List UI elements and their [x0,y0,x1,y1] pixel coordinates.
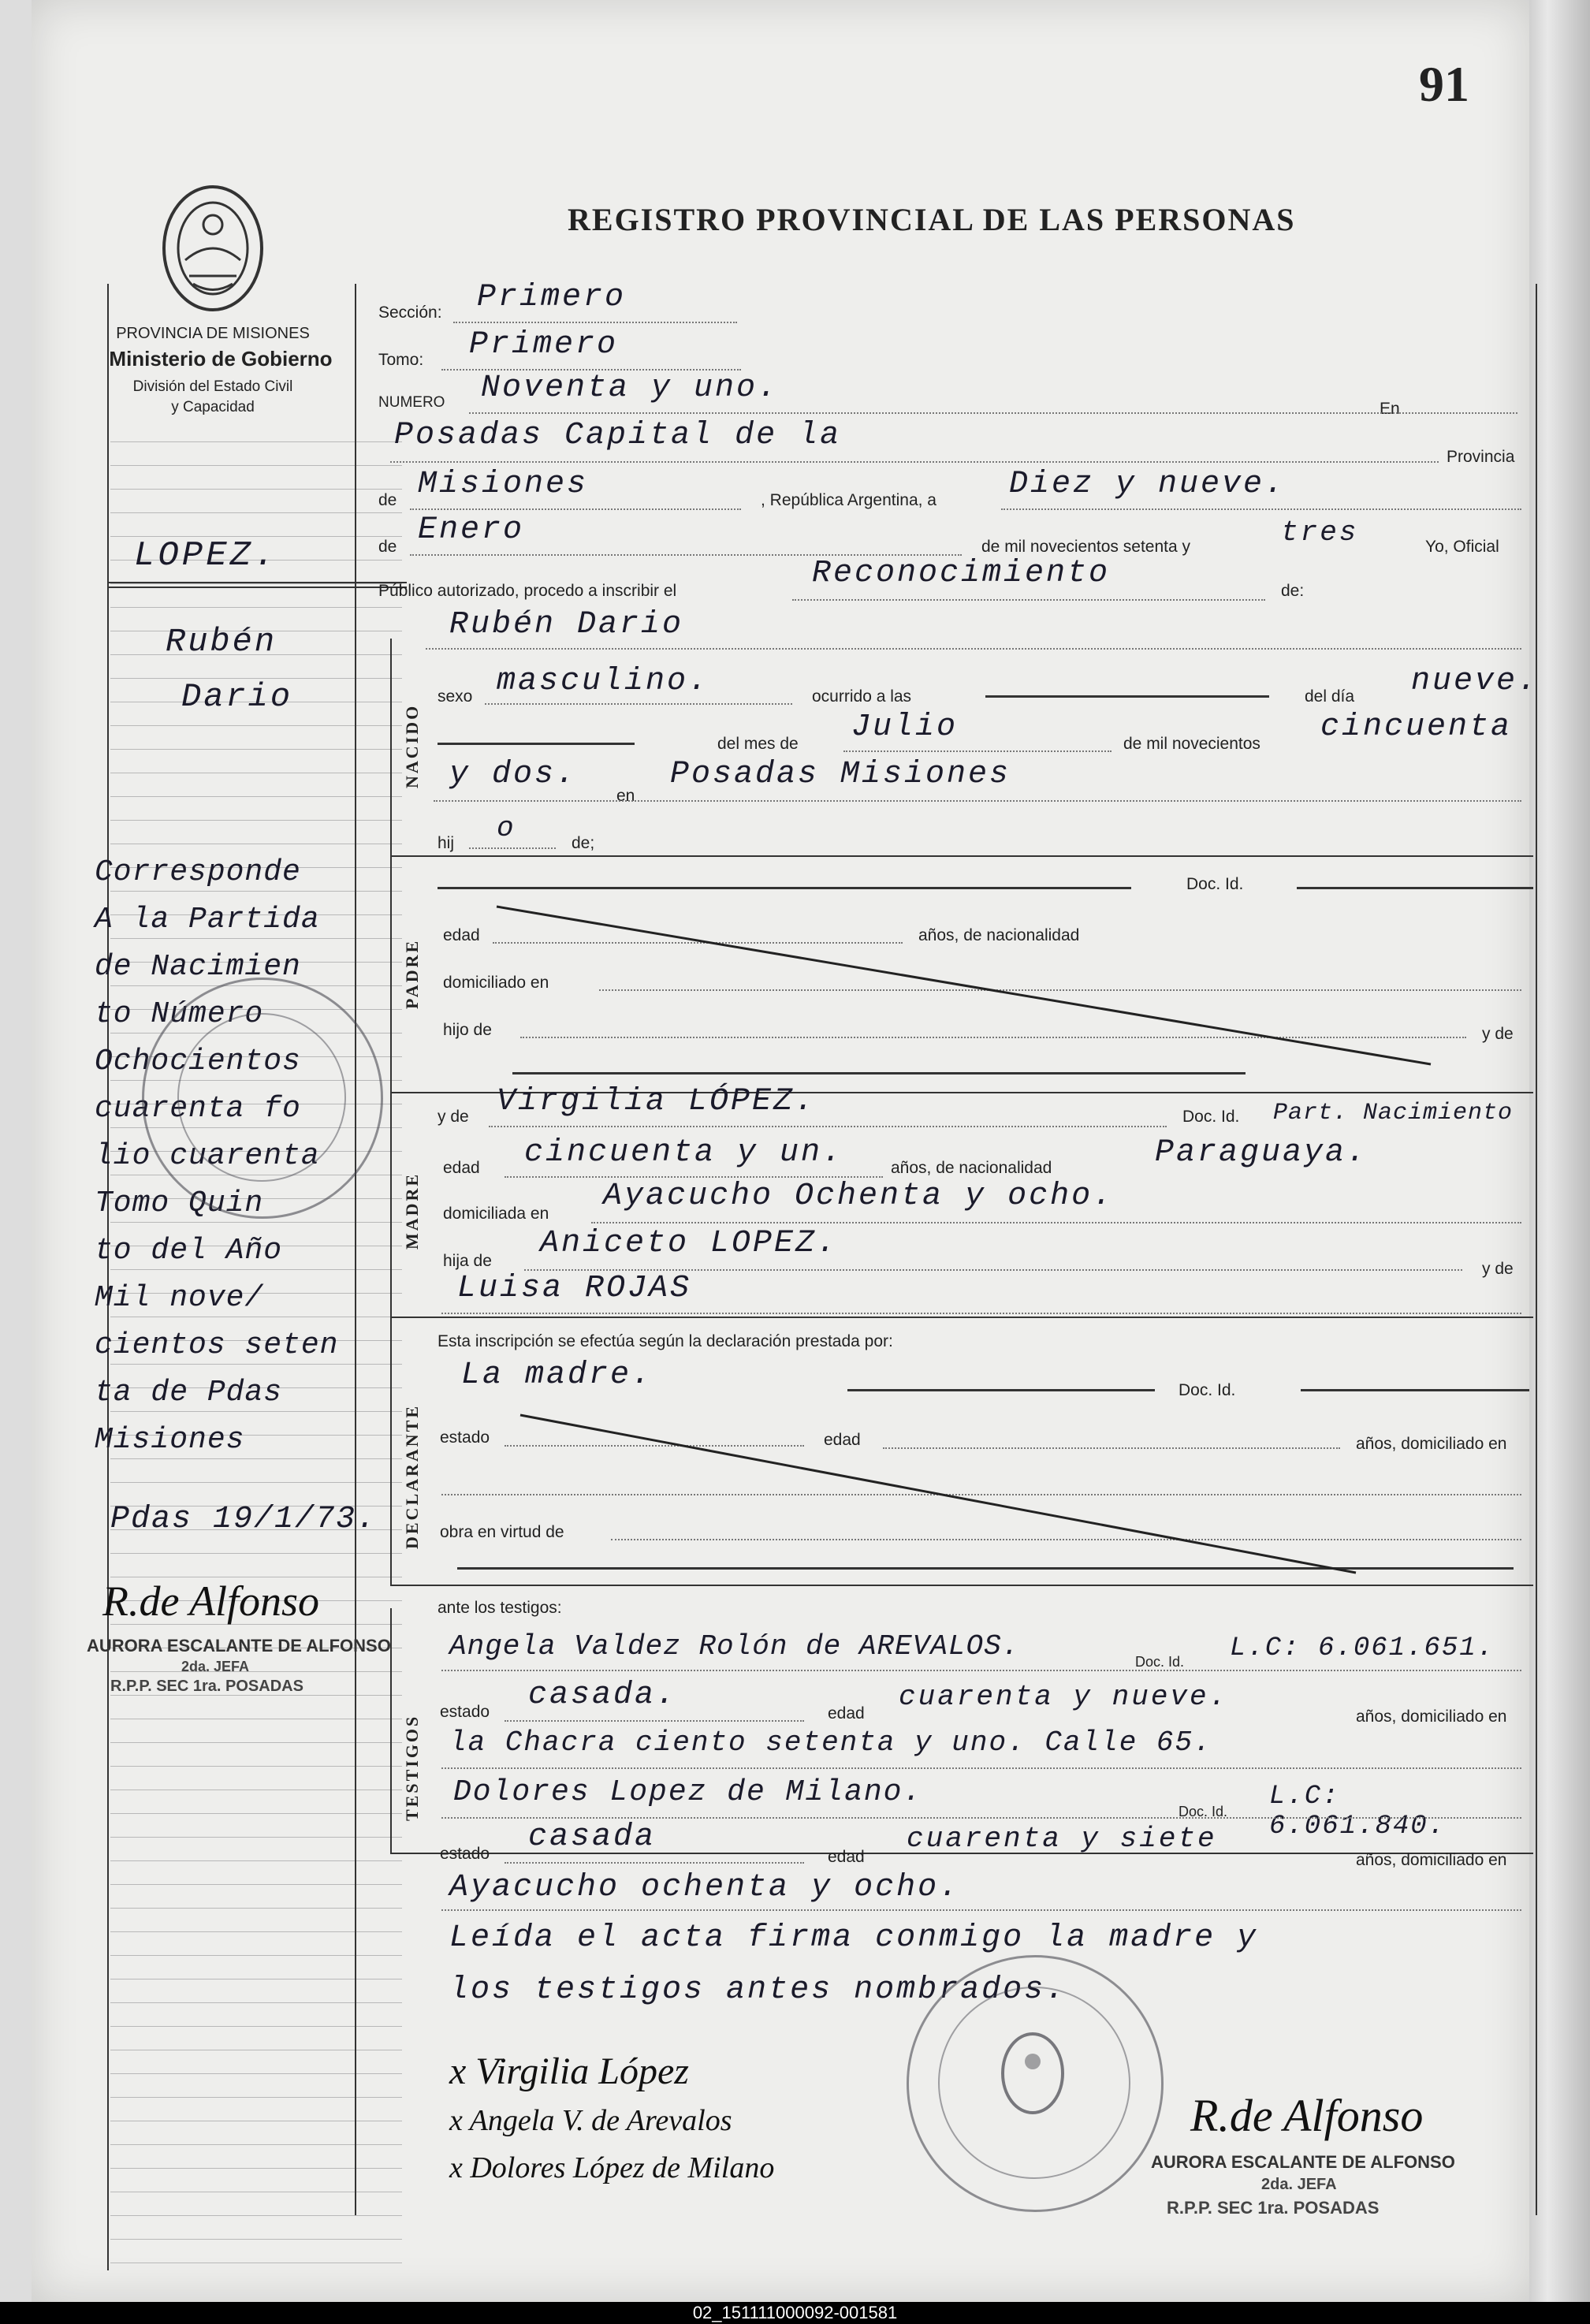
ministry-name: Ministerio de Gobierno [109,347,333,371]
signature-witness2: x Dolores López de Milano [449,2151,775,2184]
madre-madre-line [441,1313,1521,1314]
label-republica: , República Argentina, a [761,491,936,509]
margin-rule-line [110,1671,402,1672]
label-hija-de: hija de [443,1252,492,1270]
margin-rule-line [110,2097,402,2098]
margin-rule-line [110,583,402,584]
numero-line [469,412,1517,414]
padre-name-dash [438,887,1131,889]
testigo1-nombre-line [441,1670,1521,1671]
nacido-mes-value: Julio [851,709,959,745]
madre-domicilio-line [591,1222,1521,1223]
label-edad-t1: edad [828,1704,865,1723]
padre-madre-dash [512,1072,1246,1074]
label-estado-declarante: estado [440,1428,490,1447]
signature-witness1: x Angela V. de Arevalos [449,2104,732,2137]
label-numero: NUMERO [378,394,445,411]
nacido-lugar: Posadas Misiones [670,757,1011,792]
margin-rule-line [110,1908,402,1909]
margin-note-line: de Nacimien [95,950,301,984]
testigo1-domicilio-line [441,1767,1521,1769]
seccion-line [453,322,737,323]
testigo1-domicilio: la Chacra ciento setenta y uno. Calle 65. [449,1726,1212,1759]
margin-note-line: Mil nove/ [95,1281,264,1315]
place-line [390,461,1439,463]
hijo-line [469,847,556,849]
register-page [32,0,1540,2302]
label-estado-t2: estado [440,1845,490,1863]
label-estado-t1: estado [440,1703,490,1721]
margin-given-name2: Dario [181,678,293,716]
margin-rule-line [110,1766,402,1767]
label-hijo-de: hijo de [443,1021,492,1039]
label-obra: obra en virtud de [440,1523,564,1541]
page-title: REGISTRO PROVINCIAL DE LAS PERSONAS [568,202,1296,237]
nacido-anio-value: cincuenta [1320,709,1513,745]
margin-rule-line [110,512,402,513]
margin-note-line: lio cuarenta [95,1139,320,1173]
margin-rule-line [110,891,402,892]
declarante-end-rule [390,1585,1533,1586]
acto-line [792,599,1265,601]
testigo1-doc: L.C: 6.061.651. [1230,1633,1495,1663]
label-domiciliado-padre: domiciliado en [443,974,549,992]
margin-rule-line [110,1955,402,1956]
label-doc-id-padre: Doc. Id. [1186,875,1244,893]
label-hij: hij [438,834,455,852]
label-doc-id-t2: Doc. Id. [1179,1804,1228,1819]
margin-divider [355,284,356,2215]
margin-date-note: Pdas 19/1/73. [110,1502,378,1537]
margin-rule-line [110,2239,402,2240]
madre-edad: cincuenta y un. [524,1135,844,1171]
label-provincia: Provincia [1447,448,1515,466]
margin-note-line: A la Partida [95,903,320,937]
margin-note-line: to del Año [95,1234,283,1268]
madre-nombre: Virgilia LÓPEZ. [497,1084,817,1119]
label-ocurrido: ocurrido a las [812,687,912,706]
label-y-de-madre: y de [438,1108,469,1126]
label-anos-dom-t2: años, domiciliado en [1356,1851,1507,1869]
margin-note-line: Ochocientos [95,1045,301,1078]
testigo1-nombre: Angela Valdez Rolón de AREVALOS. [449,1630,1020,1663]
label-publico: Público autorizado, procedo a inscribir el [378,582,677,600]
label-edad-madre: edad [443,1159,480,1177]
sexo-line [485,703,792,705]
margin-rule-line [110,2026,402,2027]
margin-stamp-office: R.P.P. SEC 1ra. POSADAS [110,1678,303,1695]
provincia-line [410,508,741,510]
testigo1-estado-line [505,1720,804,1722]
declarante-value: La madre. [461,1358,654,1393]
margin-rule-line [110,1458,402,1459]
provincia-value: Misiones [418,467,589,502]
label-en-lower: en [616,787,635,805]
margin-rule-line [110,607,402,608]
nombre-line [426,648,1521,650]
label-edad-t2: edad [828,1848,865,1866]
margin-rule-line [110,1884,402,1885]
margin-note-line: Corresponde [95,855,301,889]
label-padre: PADRE [402,938,422,1009]
nacido-nombre: Rubén Dario [449,607,684,642]
label-ante-testigos: ante los testigos: [438,1599,562,1617]
book-spine [1529,0,1590,2302]
right-border [1536,284,1537,2215]
coat-of-arms-icon [158,181,268,315]
nacido-anio-cont: y dos. [449,757,578,792]
margin-rule-line [110,820,402,821]
label-edad-padre: edad [443,926,480,944]
margin-rule-line [110,1813,402,1814]
label-nacionalidad-padre: años, de nacionalidad [918,926,1080,944]
label-nacido: NACIDO [402,703,422,788]
testigo2-doc: L.C: 6.061.840. [1269,1782,1447,1842]
label-de-1: de [378,491,397,509]
section-bar [390,639,392,1435]
margin-official-signature: R.de Alfonso [102,1577,319,1625]
binder-edge [0,0,32,2324]
margin-note-line: to Número [95,997,264,1031]
madre-madre-nombre: Luisa ROJAS [457,1271,692,1306]
hora-dash [985,695,1269,698]
margin-rule-line [110,796,402,797]
label-de-mil: de mil novecientos setenta y [981,538,1190,556]
margin-note-line: cuarenta fo [95,1092,301,1126]
official-stamp-office: R.P.P. SEC 1ra. POSADAS [1167,2198,1380,2218]
madre-edad-line [505,1176,883,1178]
declarante-dash [847,1389,1155,1391]
label-anos-domiciliado-declarante: años, domiciliado en [1356,1435,1507,1453]
acto-value: Reconocimiento [812,556,1111,591]
label-inscripcion: Esta inscripción se efectúa según la declaración prestada por: [438,1332,893,1350]
seal-emblem-icon [997,2030,1068,2117]
margin-rule-line [110,749,402,750]
margin-rule-line [110,1364,402,1365]
label-madre: MADRE [402,1171,422,1250]
margin-rule-line [110,2168,402,2169]
label-en: En [1380,400,1400,418]
hijo-value: o [497,812,516,844]
division-line1: División del Estado Civil [132,378,293,395]
padre-doc-dash [1297,887,1533,889]
margin-stamp-name: AURORA ESCALANTE DE ALFONSO [87,1636,391,1655]
label-de-mil-nov: de mil novecientos [1123,735,1260,753]
label-y-de-madre2: y de [1482,1260,1514,1278]
margin-rule-line [110,2002,402,2003]
numero-value: Noventa y uno. [481,371,780,406]
sexo-value: masculino. [497,664,710,699]
nacido-dia-value: nueve. [1411,664,1540,699]
label-doc-id-madre: Doc. Id. [1182,1108,1240,1126]
testigo1-estado: casada. [528,1678,678,1713]
testigo2-estado: casada [528,1819,657,1855]
padre-cross-out-line [489,899,1443,1072]
madre-nacionalidad: Paraguaya. [1155,1135,1368,1171]
label-de-semicolon: de; [572,834,595,852]
margin-rule-line [110,1222,402,1223]
signature-mother: x Virgilia López [449,2050,689,2092]
madre-end-rule [390,1317,1533,1318]
testigo2-nombre: Dolores Lopez de Milano. [453,1775,923,1809]
margin-given-name1: Rubén [166,623,277,661]
label-del-dia: del día [1305,687,1355,706]
margin-rule-line [110,938,402,939]
testigo2-estado-line [505,1862,804,1864]
margin-rule-line [110,2073,402,2074]
madre-doc: Part. Nacimiento [1273,1100,1514,1127]
place-value: Posadas Capital de la [394,418,842,453]
cierre-line2: los testigos antes nombrados. [449,1972,1067,2008]
margin-rule-line [110,441,402,442]
margin-rule-line [110,1269,402,1270]
tomo-value: Primero [469,327,619,363]
madre-nombre-line [489,1126,1167,1127]
declarante-doc-dash [1301,1389,1529,1391]
margin-rule-line [110,2144,402,2145]
division-line2: y Capacidad [171,399,255,415]
cierre-line1: Leída el acta firma conmigo la madre y [449,1920,1259,1956]
label-testigos: TESTIGOS [402,1714,422,1821]
margin-rule-line [110,1931,402,1932]
dia-line [1001,508,1521,510]
lugar-line [434,800,1521,802]
mes-value: Enero [418,512,525,548]
label-anos-dom-t1: años, domiciliado en [1356,1708,1507,1726]
surname-rule [107,582,407,583]
anio-final-value: tres [1281,516,1359,549]
label-doc-id-t1: Doc. Id. [1135,1654,1185,1670]
label-del-mes: del mes de [717,735,799,753]
seccion-value: Primero [477,280,627,315]
margin-rule-line [110,1837,402,1838]
testigo2-edad: cuarenta y siete [907,1823,1217,1855]
declarante-cross-out-line [512,1407,1364,1581]
label-de-2: de [378,538,397,556]
official-stamp-name: AURORA ESCALANTE DE ALFONSO [1151,2152,1455,2172]
margin-surname: LOPEZ. [134,536,278,575]
margin-note-line: cientos seten [95,1328,339,1362]
testigo2-nombre-line [441,1817,1521,1819]
testigo2-domicilio: Ayacucho ochenta y ocho. [449,1870,961,1905]
margin-rule-line [110,1860,402,1861]
testigo1-edad: cuarenta y nueve. [899,1681,1229,1713]
testigo2-domicilio-line [441,1909,1521,1911]
image-id-caption: 02_151111000092-001581 [0,2302,1590,2324]
label-seccion: Sección: [378,304,442,322]
margin-note-line: Misiones [95,1423,245,1457]
mes-nac-line [843,750,1112,752]
province-name: PROVINCIA DE MISIONES [116,325,310,342]
official-stamp-rank: 2da. JEFA [1261,2176,1337,2193]
section-bar-declarante [390,1380,392,1585]
madre-padre-nombre: Aniceto LOPEZ. [540,1226,839,1261]
margin-rule-line [110,1482,402,1483]
margin-stamp-rank: 2da. JEFA [181,1659,250,1674]
margin-note-line: Tomo Quin [95,1186,264,1220]
label-sexo: sexo [438,687,473,706]
label-declarante: DECLARANTE [402,1403,422,1549]
dia-dash [438,743,635,745]
label-doc-id-declarante: Doc. Id. [1179,1381,1236,1399]
page-number: 91 [1419,56,1469,112]
label-edad-declarante: edad [824,1431,861,1449]
margin-rule-line [110,725,402,726]
margin-rule-line [110,1553,402,1554]
label-domiciliada-madre: domiciliada en [443,1205,549,1223]
label-yo-oficial: Yo, Oficial [1425,538,1499,556]
dia-value: Diez y nueve. [1009,467,1287,502]
official-signature: R.de Alfonso [1190,2090,1424,2141]
margin-rule-line [110,465,402,466]
margin-note-line: ta de Pdas [95,1376,283,1410]
margin-rule-line [110,489,402,490]
margin-rule-line [110,2215,402,2216]
label-tomo: Tomo: [378,351,424,369]
margin-seal-inner [177,1013,346,1182]
surname-rule-2 [107,587,407,588]
label-de-colon: de: [1281,582,1305,600]
margin-rule-line [110,1742,402,1743]
margin-rule-line [110,1411,402,1412]
label-y-de-padre: y de [1482,1025,1514,1043]
label-nacionalidad-madre: años, de nacionalidad [891,1159,1052,1177]
nacido-end-rule [390,855,1533,857]
madre-domicilio: Ayacucho Ochenta y ocho. [603,1179,1115,1214]
